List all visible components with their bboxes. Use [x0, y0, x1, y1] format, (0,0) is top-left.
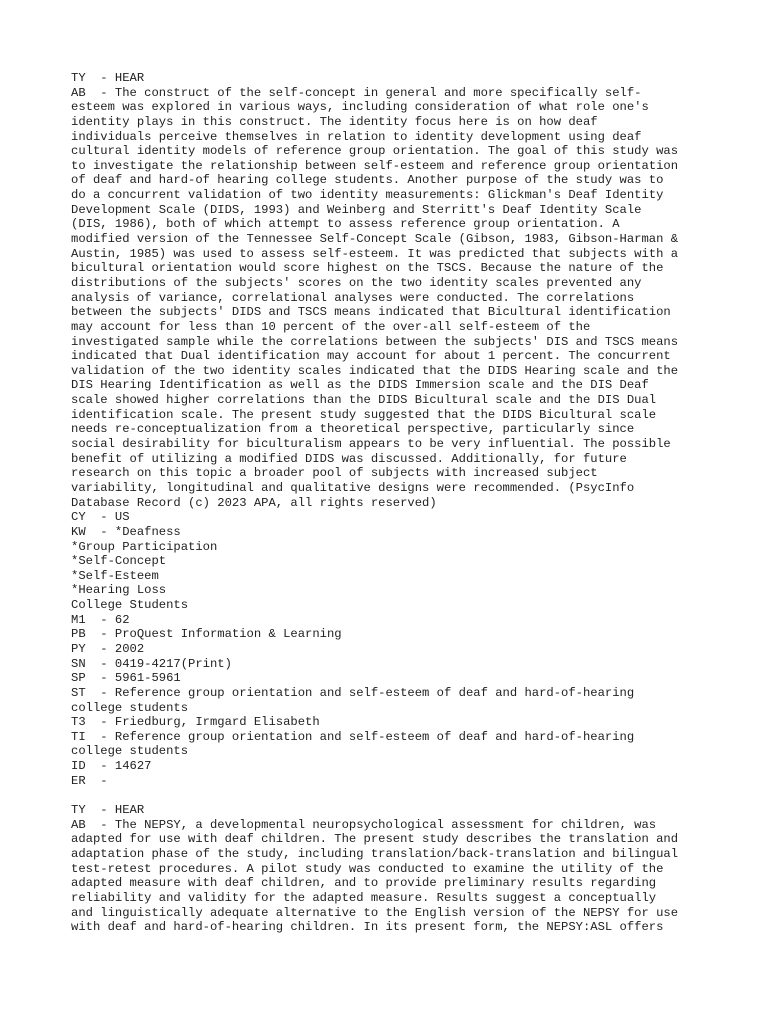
text-line: SN - 0419-4217(Print): [71, 656, 232, 671]
text-line: needs re-conceptualization from a theoretical perspective, particularly since: [71, 422, 635, 437]
text-line: ST - Reference group orientation and self-esteem of deaf and hard-of-hearing: [71, 685, 635, 700]
text-line: Database Record (c) 2023 APA, all rights reserved): [71, 495, 437, 510]
text-line: PB - ProQuest Information & Learning: [71, 627, 342, 642]
text-line: college students: [71, 700, 189, 715]
text-line: test-retest procedures. A pilot study was conducted to examine the utility of the: [71, 861, 664, 876]
text-line: adapted for use with deaf children. The present study describes the translation and: [71, 832, 679, 847]
text-line: [71, 788, 711, 803]
text-line: T3 - Friedburg, Irmgard Elisabeth: [71, 715, 320, 730]
text-line: AB - The construct of the self-concept in general and more specifically self-: [71, 85, 642, 100]
text-line: CY - US: [71, 510, 130, 525]
text-line: do a concurrent validation of two identity measurements: Glickman's Deaf Identity: [71, 188, 664, 203]
text-line: with deaf and hard-of-hearing children. In its present form, the NEPSY:ASL offers: [71, 920, 664, 935]
text-line: bicultural orientation would score highest on the TSCS. Because the nature of the: [71, 261, 664, 276]
text-line: M1 - 62: [71, 612, 130, 627]
text-line: ER -: [71, 773, 115, 788]
text-line: investigated sample while the correlations between the subjects' DIS and TSCS means: [71, 334, 679, 349]
text-line: social desirability for biculturalism appears to be very influential. The possible: [71, 437, 671, 452]
text-line: SP - 5961-5961: [71, 671, 181, 686]
text-line: *Group Participation: [71, 539, 218, 554]
text-line: analysis of variance, correlational analyses were conducted. The correlations: [71, 290, 635, 305]
text-line: cultural identity models of reference group orientation. The goal of this study was: [71, 144, 679, 159]
text-line: scale showed higher correlations than the DIDS Bicultural scale and the DIS Dual: [71, 393, 657, 408]
text-line: adaptation phase of the study, including translation/back-translation and bilingual: [71, 846, 679, 861]
text-line: AB - The NEPSY, a developmental neuropsychological assessment for children, was: [71, 817, 657, 832]
text-line: variability, longitudinal and qualitative designs were recommended. (PsycInfo: [71, 480, 635, 495]
text-line: may account for less than 10 percent of the over-all self-esteem of the: [71, 319, 591, 334]
text-line: individuals perceive themselves in relation to identity development using deaf: [71, 129, 642, 144]
text-line: identity plays in this construct. The identity focus here is on how deaf: [71, 114, 598, 129]
text-line: identification scale. The present study suggested that the DIDS Bicultural scale: [71, 407, 657, 422]
text-line: indicated that Dual identification may account for about 1 percent. The concurrent: [71, 349, 671, 364]
text-line: of deaf and hard-of hearing college students. Another purpose of the study was to: [71, 173, 664, 188]
text-line: TY - HEAR: [71, 71, 145, 85]
text-line: validation of the two identity scales indicated that the DIDS Hearing scale and the: [71, 363, 679, 378]
text-line: distributions of the subjects' scores on the two identity scales prevented any: [71, 275, 642, 290]
text-line: modified version of the Tennessee Self-Concept Scale (Gibson, 1983, Gibson-Harman &: [71, 232, 679, 247]
text-line: research on this topic a broader pool of subjects with increased subject: [71, 466, 598, 481]
text-line: *Hearing Loss: [71, 583, 167, 598]
text-line: *Self-Esteem: [71, 568, 159, 583]
document-text: [71, 71, 711, 935]
text-line: adapted measure with deaf children, and to provide preliminary results regarding: [71, 876, 657, 891]
text-line: ID - 14627: [71, 759, 152, 774]
text-line: DIS Hearing Identification as well as the DIDS Immersion scale and the DIS Deaf: [71, 378, 649, 393]
text-line: PY - 2002: [71, 641, 145, 656]
text-line: college students: [71, 744, 189, 759]
text-line: TY - HEAR: [71, 803, 145, 818]
text-line: and linguistically adequate alternative to the English version of the NEPSY for use: [71, 905, 679, 920]
text-line: esteem was explored in various ways, including consideration of what role one's: [71, 100, 649, 115]
text-line: Austin, 1985) was used to assess self-esteem. It was predicted that subjects with a: [71, 246, 679, 261]
text-line: between the subjects' DIDS and TSCS means indicated that Bicultural identification: [71, 305, 671, 320]
text-line: *Self-Concept: [71, 554, 167, 569]
text-line: (DIS, 1986), both of which attempt to assess reference group orientation. A: [71, 217, 620, 232]
text-line: College Students: [71, 598, 189, 613]
text-line: to investigate the relationship between self-esteem and reference group orientation: [71, 158, 679, 173]
text-line: TI - Reference group orientation and self-esteem of deaf and hard-of-hearing: [71, 729, 635, 744]
text-line: Development Scale (DIDS, 1993) and Weinberg and Sterritt's Deaf Identity Scale: [71, 202, 642, 217]
text-line: benefit of utilizing a modified DIDS was discussed. Additionally, for future: [71, 451, 627, 466]
text-line: KW - *Deafness: [71, 524, 181, 539]
text-line: reliability and validity for the adapted measure. Results suggest a conceptually: [71, 890, 657, 905]
